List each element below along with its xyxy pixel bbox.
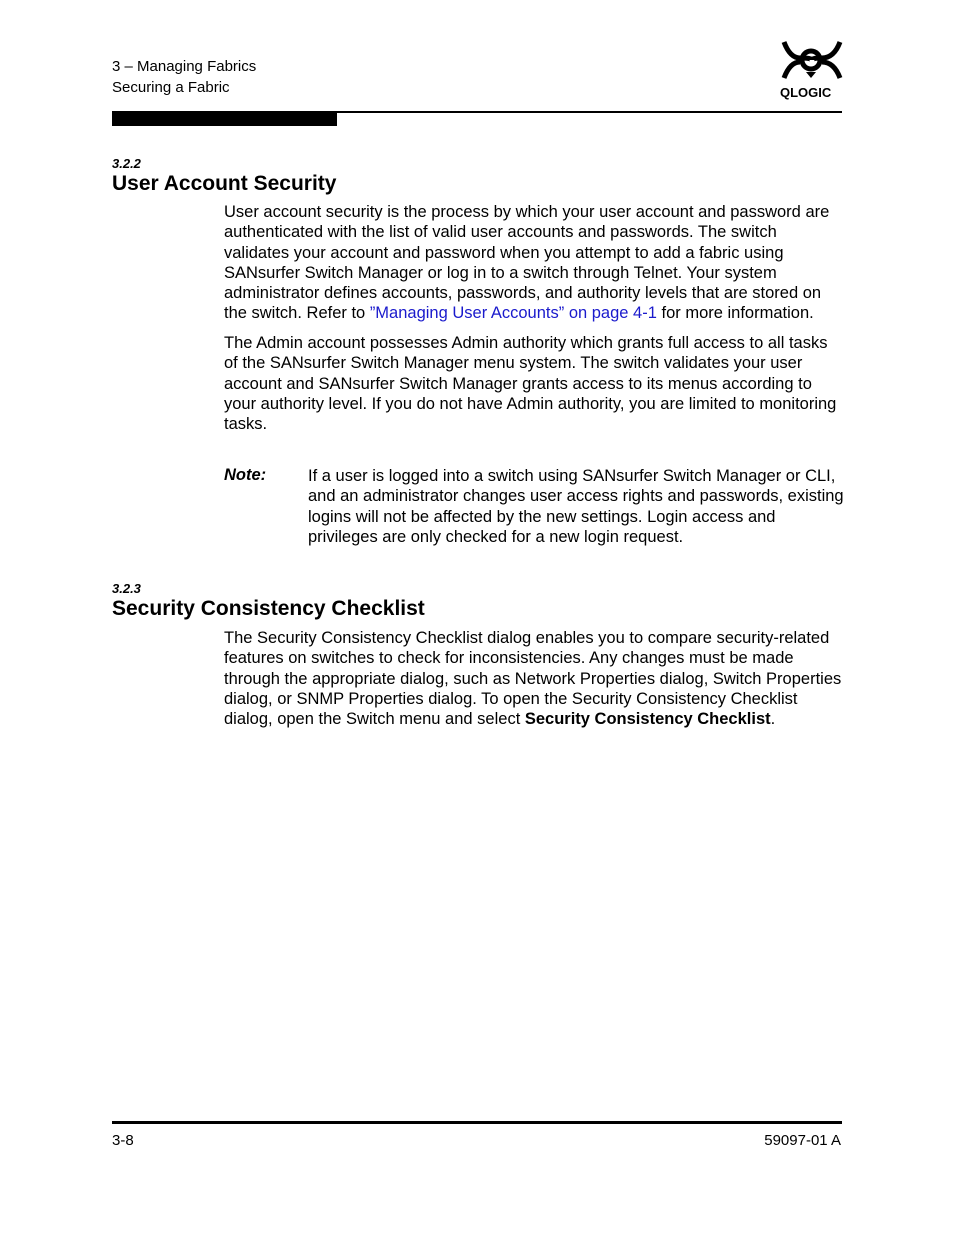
section-title: Security Consistency Checklist	[112, 597, 425, 620]
section-title: User Account Security	[112, 172, 337, 195]
section-number: 3.2.3	[112, 581, 141, 596]
menu-item-reference: Security Consistency Checklist	[524, 710, 771, 729]
footer-rule	[112, 1121, 842, 1124]
paragraph: The Admin account possesses Admin authority which grants full access to all tasks of the SANsurfer Switch Manager menu system. The switch validates your user account and SANsurfer Switch Manager grants access to its menus according to your authority level. If you do not have Admin authority, you are limited to monitoring tasks.	[224, 334, 837, 434]
section-header-title: Securing a Fabric	[112, 79, 230, 96]
note-label: Note:	[224, 466, 267, 484]
document-id: 59097-01 A	[764, 1132, 841, 1149]
qlogic-logo-icon	[778, 38, 844, 100]
cross-reference-link[interactable]: ”Managing User Accounts” on page 4-1	[369, 304, 657, 323]
note-text: If a user is logged into a switch using SANsurfer Switch Manager or CLI, and an administrator changes user access rights and passwords, existing logins will not be affected by the new settings. Login access and privileges are only checked for a new login request.	[308, 467, 844, 546]
svg-text:QLOGIC: QLOGIC	[780, 85, 832, 100]
section-number: 3.2.2	[112, 156, 141, 171]
chapter-title: 3 – Managing Fabrics	[112, 58, 257, 75]
paragraph: User account security is the process by which your user account and password are authenticated with the list of valid user accounts and passwords. The switch validates your account and password when you attempt to add a fabric using SANsurfer Switch Manager or log in to a switch through Telnet. Your system administrator defines accounts, passwords, and authority levels that are stored on the switch. Refer to ”Managing User Accounts” on page 4-1 for more information.	[224, 203, 830, 323]
qlogic-logo	[778, 38, 844, 100]
page-number: 3-8	[112, 1132, 134, 1149]
paragraph: The Security Consistency Checklist dialog enables you to compare security-related features on switches to check for inconsistencies. Any changes must be made through the appropriate dialog, such as Network Properties dialog, Switch Properties dialog, or SNMP Properties dialog. To open the Security Consistency Checklist dialog, open the Switch menu and select Security Consistency Checklist.	[224, 629, 842, 729]
header-thick-bar	[112, 112, 337, 126]
